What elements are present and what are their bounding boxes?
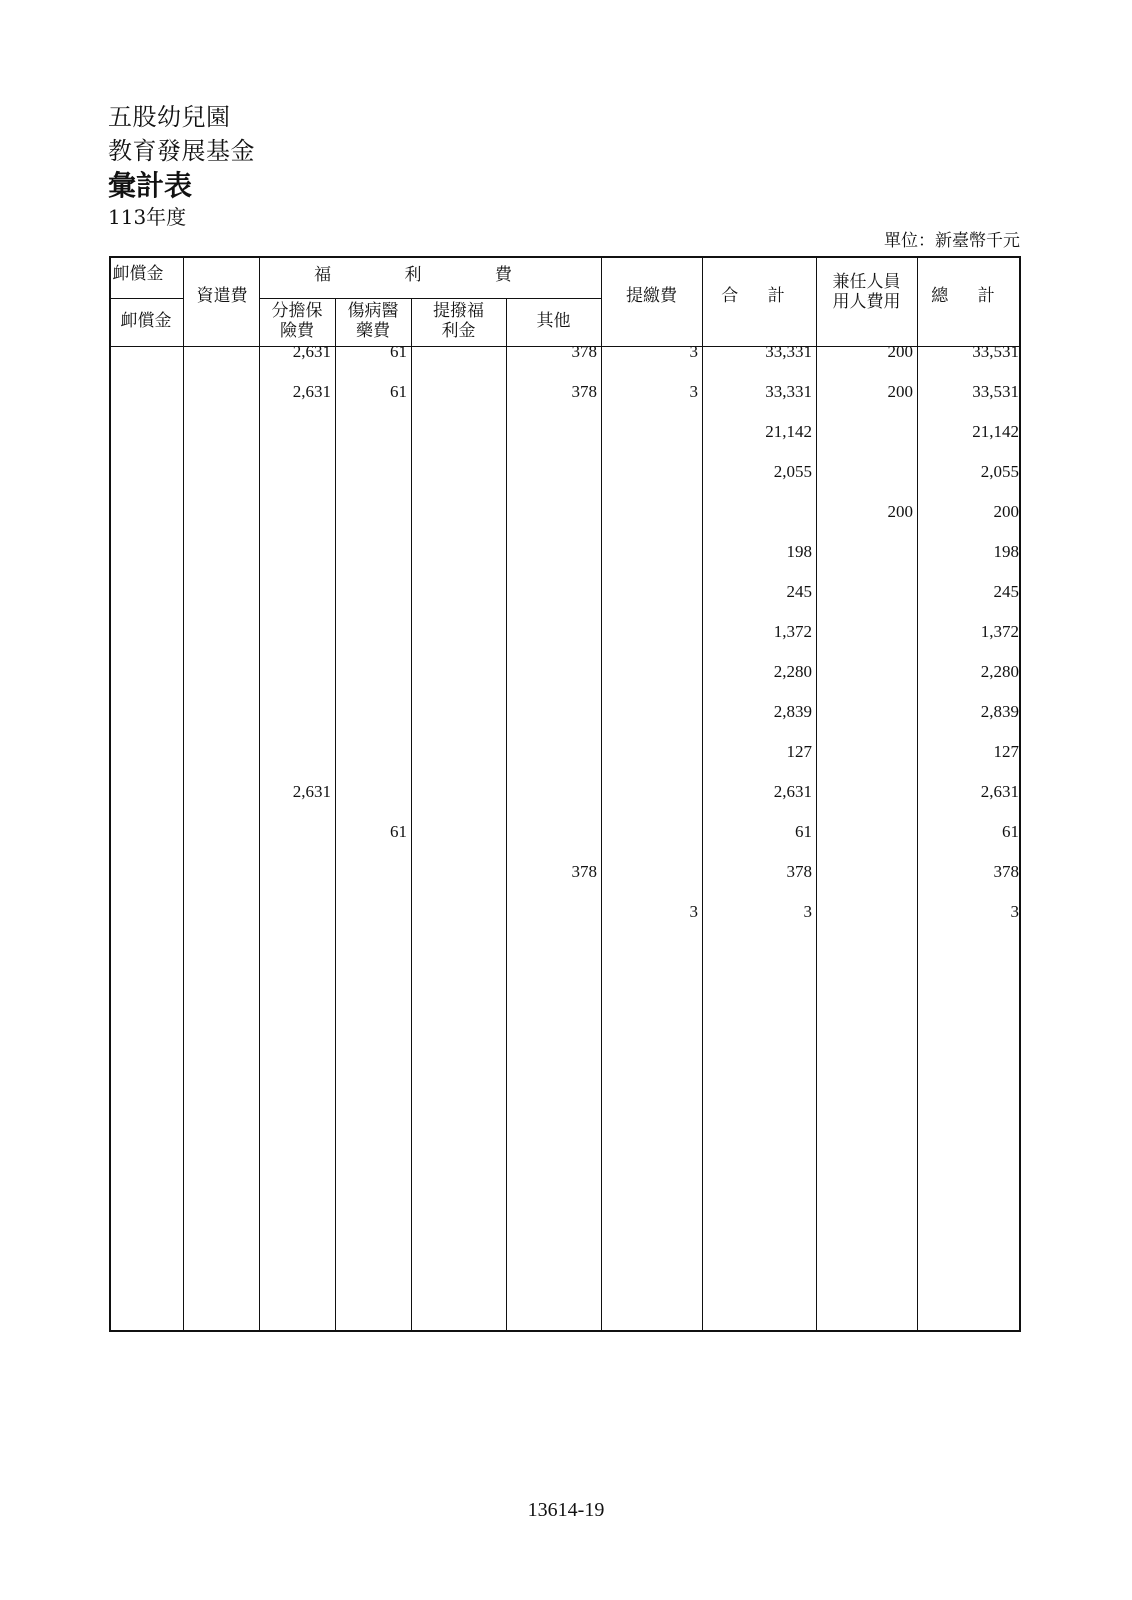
table-cell: 127 xyxy=(786,742,812,761)
table-cell: 2,631 xyxy=(292,382,331,401)
table-cell: 33,531 xyxy=(972,382,1019,401)
table-cell: 2,839 xyxy=(773,702,812,721)
col-divider xyxy=(183,256,184,1332)
header-grand-total: 總 計 xyxy=(931,286,1007,306)
table-cell: 33,531 xyxy=(972,342,1019,361)
table-frame xyxy=(109,256,1021,1332)
table-cell: 245 xyxy=(786,582,812,601)
table-cell: 61 xyxy=(390,342,407,361)
table-cell: 2,280 xyxy=(773,662,812,681)
header-pension-sub: 卹償金 xyxy=(120,311,172,331)
table-cell: 3 xyxy=(689,382,698,401)
welfare-subline xyxy=(259,298,601,299)
header-contribution: 提繳費 xyxy=(626,286,677,306)
fund-name: 教育發展基金 xyxy=(108,137,255,165)
page-title: 彙計表 xyxy=(108,169,193,202)
table-cell: 3 xyxy=(689,902,698,921)
table-cell: 200 xyxy=(887,342,913,361)
table-cell: 61 xyxy=(390,822,407,841)
table-cell: 200 xyxy=(887,502,913,521)
table-cell: 2,839 xyxy=(980,702,1019,721)
table-cell: 378 xyxy=(993,862,1019,881)
table-cell: 2,631 xyxy=(292,342,331,361)
fiscal-year: 113年度 xyxy=(108,205,187,229)
table-cell: 200 xyxy=(887,382,913,401)
col-divider xyxy=(601,256,602,1332)
header-subline xyxy=(109,298,183,299)
table-cell: 378 xyxy=(571,862,597,881)
table-cell: 200 xyxy=(993,502,1019,521)
header-other: 其他 xyxy=(536,311,571,331)
table-cell: 245 xyxy=(993,582,1019,601)
header-parttime: 兼任人員 用人費用 xyxy=(832,272,901,312)
table-cell: 21,142 xyxy=(972,422,1019,441)
table-cell: 2,055 xyxy=(980,462,1019,481)
table-cell: 3 xyxy=(803,902,812,921)
title-block xyxy=(108,100,255,230)
table-cell: 2,631 xyxy=(773,782,812,801)
header-pension-top: 卹償金 xyxy=(112,264,164,284)
table-cell: 2,631 xyxy=(980,782,1019,801)
table-cell: 2,631 xyxy=(292,782,331,801)
page-number: 13614-19 xyxy=(527,1499,605,1521)
col-divider xyxy=(335,298,336,1332)
table-cell: 21,142 xyxy=(765,422,812,441)
table-cell: 61 xyxy=(390,382,407,401)
header-medical: 傷病醫 藥費 xyxy=(347,301,399,341)
table-cell: 61 xyxy=(795,822,812,841)
header-welfare-fund: 提撥福 利金 xyxy=(433,301,484,341)
table-cell: 378 xyxy=(571,342,597,361)
col-divider xyxy=(917,256,918,1332)
col-divider xyxy=(506,298,507,1332)
table-cell: 378 xyxy=(786,862,812,881)
table-cell: 3 xyxy=(689,342,698,361)
col-divider xyxy=(702,256,703,1332)
table-cell: 2,055 xyxy=(773,462,812,481)
table-cell: 3 xyxy=(1010,902,1019,921)
org-name: 五股幼兒園 xyxy=(108,103,231,131)
col-divider xyxy=(259,256,260,1332)
table-cell: 1,372 xyxy=(980,622,1019,641)
table-cell: 378 xyxy=(571,382,597,401)
header-bottom-line xyxy=(109,346,1021,347)
summary-table xyxy=(109,256,1021,1332)
table-cell: 61 xyxy=(1002,822,1019,841)
header-subtotal: 合 計 xyxy=(721,286,797,306)
unit-label: 單位：新臺幣千元 xyxy=(884,231,1020,251)
table-cell: 198 xyxy=(786,542,812,561)
header-welfare-group: 福 利 費 xyxy=(314,265,546,285)
table-cell: 33,331 xyxy=(765,382,812,401)
col-divider xyxy=(411,298,412,1332)
table-cell: 1,372 xyxy=(773,622,812,641)
header-insurance: 分擔保 險費 xyxy=(271,301,323,341)
col-divider xyxy=(816,256,817,1332)
table-cell: 33,331 xyxy=(765,342,812,361)
table-cell: 2,280 xyxy=(980,662,1019,681)
header-severance: 資遣費 xyxy=(196,286,248,306)
table-cell: 127 xyxy=(993,742,1019,761)
table-cell: 198 xyxy=(993,542,1019,561)
